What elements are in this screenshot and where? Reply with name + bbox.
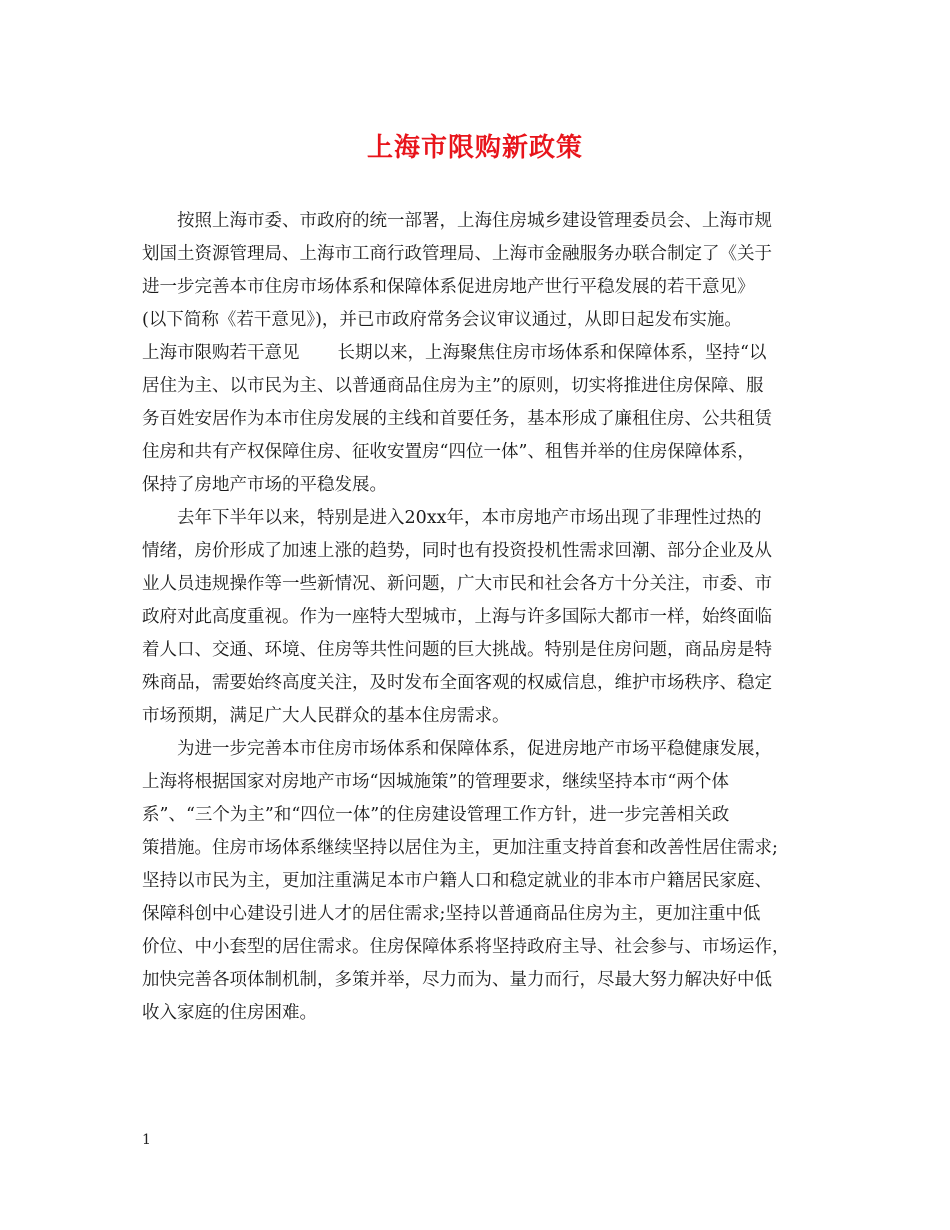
text-line: (以下简称《若干意见》)，并已市政府常务会议审议通过，从即日起发布实施。 <box>142 310 742 330</box>
text-segment: 长期以来，上海聚焦住房市场体系和保障体系，坚持“以 <box>337 343 767 363</box>
document-body <box>142 205 825 1030</box>
text-line: 居住为主、以市民为主、以普通商品住房为主”的原则，切实将推进住房保障、服 <box>142 376 764 396</box>
text-line: 务百姓安居作为本市住房发展的主线和首要任务，基本形成了廉租住房、公共租赁 <box>142 409 772 429</box>
text-line: 市场预期，满足广大人民群众的基本住房需求。 <box>142 706 510 726</box>
text-line: 去年下半年以来，特别是进入20xx年，本市房地产市场出现了非理性过热的 <box>177 508 762 528</box>
text-line: 为进一步完善本市住房市场体系和保障体系，促进房地产市场平稳健康发展， <box>177 739 772 759</box>
text-line: 收入家庭的住房困难。 <box>142 1003 317 1023</box>
text-line: 政府对此高度重视。作为一座特大型城市，上海与许多国际大都市一样，始终面临 <box>142 607 772 627</box>
text-line: 加快完善各项体制机制，多策并举，尽力而为、量力而行，尽最大努力解决好中低 <box>142 970 772 990</box>
text-line: 按照上海市委、市政府的统一部署，上海住房城乡建设管理委员会、上海市规 <box>177 211 772 231</box>
text-line: 划国土资源管理局、上海市工商行政管理局、上海市金融服务办联合制定了《关于 <box>142 244 772 264</box>
text-line: 保障科创中心建设引进人才的居住需求;坚持以普通商品住房为主，更加注重中低 <box>142 904 761 924</box>
text-line: 策措施。住房市场体系继续坚持以居住为主，更加注重支持首套和改善性居住需求; <box>142 838 778 858</box>
text-line: 着人口、交通、环境、住房等共性问题的巨大挑战。特别是住房问题，商品房是特 <box>142 640 772 660</box>
text-line: 住房和共有产权保障住房、征收安置房“四位一体”、租售并举的住房保障体系， <box>142 442 755 462</box>
document-title: 上海市限购新政策 <box>366 133 583 163</box>
text-line: 殊商品，需要始终高度关注，及时发布全面客观的权威信息，维护市场秩序、稳定 <box>142 673 772 693</box>
text-line: 情绪，房价形成了加速上涨的趋势，同时也有投资投机性需求回潮、部分企业及从 <box>142 541 772 561</box>
page-number: 1 <box>142 1132 151 1148</box>
text-line: 业人员违规操作等一些新情况、新问题，广大市民和社会各方十分关注，市委、市 <box>142 574 772 594</box>
text-line: 保持了房地产市场的平稳发展。 <box>142 475 387 495</box>
text-line-mixed <box>142 337 825 370</box>
text-line: 系”、“三个为主”和“四位一体”的住房建设管理工作方针，进一步完善相关政 <box>142 805 730 825</box>
text-line: 上海将根据国家对房地产市场“因城施策”的管理要求，继续坚持本市“两个体 <box>142 772 729 792</box>
text-line: 进一步完善本市住房市场体系和保障体系促进房地产世行平稳发展的若干意见》 <box>142 277 755 297</box>
text-line: 价位、中小套型的居住需求。住房保障体系将坚持政府主导、社会参与、市场运作， <box>142 937 790 957</box>
text-line: 坚持以市民为主，更加注重满足本市户籍人口和稳定就业的非本市户籍居民家庭、 <box>142 871 772 891</box>
subheading-inline: 上海市限购若干意见 <box>142 343 300 363</box>
